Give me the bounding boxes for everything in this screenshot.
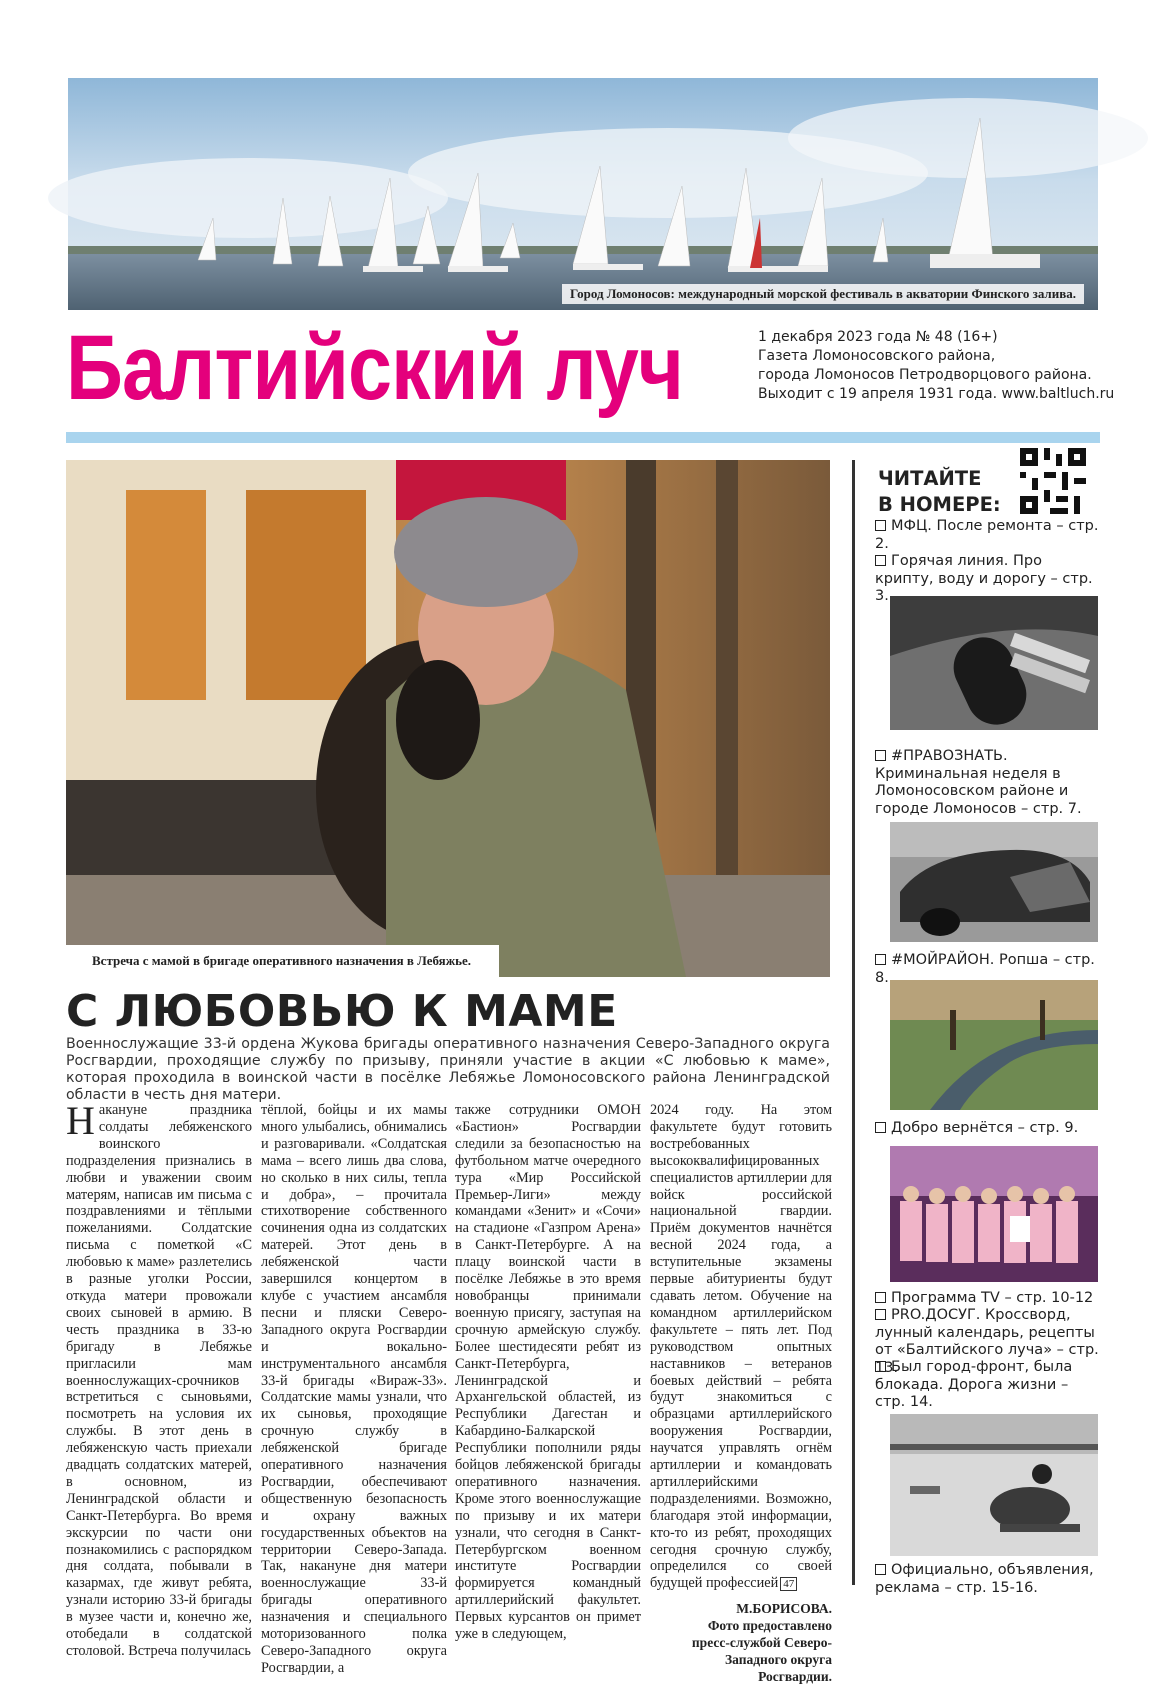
- toc-item: Программа TV – стр. 10-12: [875, 1290, 1100, 1308]
- credit-line: пресс-службой Северо-: [691, 1635, 832, 1651]
- toc-item: #МОЙРАЙОН. Ропша – стр. 8.: [875, 952, 1095, 986]
- main-photo: [66, 460, 830, 977]
- toc-item: Добро вернётся – стр. 9.: [875, 1120, 1100, 1138]
- article-column: [261, 1102, 447, 1676]
- thumbnail-blockade: [890, 1414, 1098, 1556]
- banner-photo: [68, 78, 1098, 310]
- newspaper-title: Балтийский луч: [66, 317, 684, 419]
- masthead-line: Газета Ломоносовского района,: [758, 348, 996, 364]
- article-lead: Военнослужащие 33-й ордена Жукова бригады оперативного назначения Северо-Западного округа Росгвардии, проходящие службу по призыву, приняли участие в акции «С любовью к маме», которая проходила в воинской части в посёлке Лебяжье Ломоносовского района Ленинградской области в честь дня матери.: [66, 1036, 830, 1103]
- checkbox-icon: [875, 1292, 886, 1303]
- credit-line: Западного округа Росгвардии.: [725, 1652, 832, 1685]
- masthead-line: Выходит с 19 апреля 1931 года. www.baltluch.ru: [758, 386, 1115, 402]
- thumbnail-crashed-car: [890, 822, 1098, 942]
- toc-item: МФЦ. После ремонта – стр. 2.: [875, 518, 1099, 552]
- masthead-rule: [66, 432, 1100, 443]
- column-text: акануне праздника солдаты лебяженского воинского подразделения признались в любви и уважении своим матерям, написав им письма с поздравлениями и тёплыми пожеланиями. Солдатские письма с пометкой «С любовью к маме» разлетелись в разные уголки России, откуда матери провожали своих сыновей в армию. В честь праздника в 33-ю бригаду в Лебяжье пригласили мам военнослужащих-срочников встретиться с сыновьями, посмотреть на условия их службы. В этот день в лебяженскую часть приехали двадцать солдатских матерей, в основном, из Ленинградской области и Санкт-Петербурга. Во время экскурсии по части они познакомились с распорядком дня солдата, побывали в казармах, где живут ребята, узнали историю 33-й бригады в музее части и, конечно же, отобедали в солдатской столовой. Встреча получилась: [66, 1102, 252, 1659]
- checkbox-icon: [875, 1564, 886, 1575]
- checkbox-icon: [875, 1122, 886, 1133]
- toc-item: Был город-фронт, была блокада. Дорога жизни – стр. 14.: [875, 1359, 1073, 1410]
- banner-caption: Город Ломоносов: международный морской фестиваль в акватории Финского залива.: [562, 284, 1084, 304]
- sidebar-divider: [852, 460, 855, 1585]
- toc-item: #ПРАВОЗНАТЬ. Криминальная неделя в Ломоносовском районе и городе Ломоносов – стр. 7.: [875, 748, 1082, 817]
- column-text: 2024 году. На этом факультете будут готовить востребованных высококвалифицированных специалистов артиллерии для войск российской национальной гвардии. Приём документов начнётся весной 2024 года, а вступительные экзамены первые абитуриенты будут сдавать летом. Обучение на командном артиллерийском факультете – пять лет. Под руководством опытных наставников – ветеранов боевых действий – ребята будут знакомиться с образцами артиллерийского вооружения Росгвардии, научатся управлять огнём артиллерии и командовать артиллерийскими подразделениями. Возможно, благодаря этой информации, кто-то из ребят, проходящих сегодня срочную службу, определился со своей будущей профессией: [650, 1102, 832, 1592]
- article-column: [650, 1102, 832, 1685]
- column-text: также сотрудники ОМОН «Бастион» Росгвардии следили за безопасностью на футбольном матче очередного тура «Мир Российской Премьер-Лиги» между командами «Зенит» и «Сочи» на стадионе «Газпром Арена» в Санкт-Петербурге. А на плацу воинской части в посёлке Лебяжье в это время новобранцы принимали военную присягу, заступая на срочную армейскую службу. Более шестидесяти ребят из Санкт-Петербурга, Ленинградской и Архангельской областей, из Республики Дагестан и Кабардино-Балкарской Республики пополнили ряды бойцов лебяженской бригады оперативного назначения. Кроме этого военнослужащие по призыву и их матери узнали, что сегодня в Санкт-Петербургском военном институте Росгвардии формируется командный артиллерийский факультет. Первых курсантов он примет уже в следующем,: [455, 1102, 641, 1643]
- page-reference: 47: [780, 1577, 797, 1591]
- thumbnail-pipes: [890, 596, 1098, 730]
- article-credit: [650, 1600, 832, 1685]
- checkbox-icon: [875, 1361, 886, 1372]
- article-headline: С ЛЮБОВЬЮ К МАМЕ: [66, 986, 618, 1037]
- toc-item: Официально, объявления, реклама – стр. 15-16.: [875, 1562, 1094, 1596]
- drop-cap: Н: [66, 1098, 95, 1143]
- thumbnail-stream: [890, 980, 1098, 1110]
- toc-title: [878, 466, 1001, 518]
- column-text: тёплой, бойцы и их мамы много улыбались, обнимались и разговаривали. «Солдатская мама – всего лишь два слова, но сколько в них силы, тепла и добра», – прочитала стихотворение собственного сочинения одна из солдатских матерей. Этот день в лебяженской части завершился концертом в клубе с участием ансамбля песни и пляски Северо-Западного округа Росгвардии и вокально-инструментального ансамбля 33-й бригады «Вираж-33». Солдатские мамы узнали, что их сыновья, проходящие срочную службу в лебяженской бригаде оперативного назначения Росгвардии, обеспечивают общественную безопасность и охрану важных государственных объектов на территории Северо-Запада. Так, накануне дня матери военнослужащие 33-й бригады оперативного назначения и специального моторизованного полка Северо-Западного округа Росгвардии, а: [261, 1102, 447, 1676]
- main-photo-caption: Встреча с мамой в бригаде оперативного назначения в Лебяжье.: [66, 945, 499, 977]
- toc-item: PRO.ДОСУГ. Кроссворд, лунный календарь, рецепты от «Балтийского луча» – стр. 13.: [875, 1307, 1099, 1376]
- checkbox-icon: [875, 750, 886, 761]
- article-column: [455, 1102, 641, 1643]
- masthead-line: города Ломоносов Петродворцового района.: [758, 367, 1092, 383]
- checkbox-icon: [875, 1309, 886, 1320]
- masthead-info: [758, 328, 1115, 404]
- thumbnail-choir: [890, 1146, 1098, 1282]
- toc-title-line: ЧИТАЙТЕ: [878, 467, 982, 490]
- credit-line: Фото предоставлено: [707, 1618, 832, 1634]
- toc-title-line: В НОМЕРЕ:: [878, 493, 1001, 516]
- checkbox-icon: [875, 520, 886, 531]
- issue-date: 1 декабря 2023 года № 48 (16+): [758, 329, 998, 345]
- checkbox-icon: [875, 555, 886, 566]
- checkbox-icon: [875, 954, 886, 965]
- author-name: М.БОРИСОВА.: [736, 1601, 832, 1617]
- toc-item: Горячая линия. Про крипту, воду и дорогу – стр. 3.: [875, 553, 1093, 604]
- article-column: [66, 1098, 252, 1659]
- qr-code-icon: [1020, 448, 1086, 514]
